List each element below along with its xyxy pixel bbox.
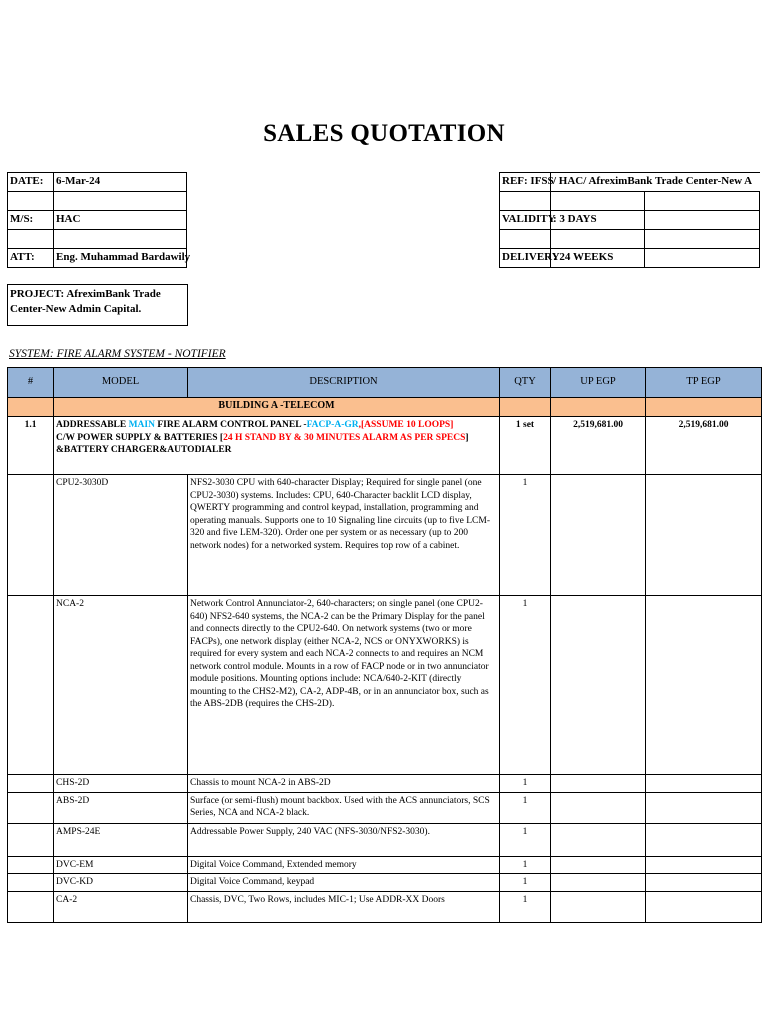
col-header-num: # bbox=[8, 368, 54, 398]
item-up: 2,519,681.00 bbox=[551, 417, 646, 475]
blank-cell bbox=[499, 191, 551, 211]
desc-part: 24 H STAND BY & 30 MINUTES ALARM AS PER SPECS bbox=[223, 432, 466, 443]
blank-cell bbox=[646, 792, 762, 823]
item-qty: 1 bbox=[500, 475, 551, 596]
col-header-model: MODEL bbox=[54, 368, 188, 398]
item-description: Network Control Annunciator-2, 640-characters; on single panel (one CPU2-640) NFS2-640 systems, the NCA-2 can be the Primary Display for the panel and connects directly to the CPU2-640. On network systems (two or more FACPs), one network display (either NCA-2, NCS or ONYXWORKS) is required for every system and each NCA-2 connects to and requires an NCM network control module. Mounts in a row of FACP node or in two annunciator module positions. Mounting options include: NCA/640-2-KIT (directly mounting to the CHS2-M2), CA-2, ADP-4B, or in an annunciator box, such as the ABS-2DB (requires the CHS-2D). bbox=[188, 596, 500, 775]
blank-cell bbox=[551, 475, 646, 596]
project-line-2: Center-New Admin Capital. bbox=[10, 303, 142, 315]
page-title: SALES QUOTATION bbox=[263, 120, 505, 147]
ms-value: HAC bbox=[53, 210, 187, 230]
item-qty: 1 bbox=[500, 775, 551, 793]
item-description: Digital Voice Command, keypad bbox=[188, 874, 500, 892]
desc-part: MAIN bbox=[128, 420, 155, 430]
col-header-qty: QTY bbox=[500, 368, 551, 398]
blank-cell bbox=[646, 823, 762, 856]
col-header-up: UP EGP bbox=[551, 368, 646, 398]
blank-cell bbox=[8, 596, 54, 775]
blank-cell bbox=[646, 475, 762, 596]
blank-cell bbox=[551, 792, 646, 823]
validity-value: : 3 DAYS bbox=[550, 210, 645, 230]
blank-cell bbox=[646, 856, 762, 874]
item-description: NFS2-3030 CPU with 640-character Display; Required for single panel (one CPU2-3030) systems. Includes: CPU, 640-Character backlit LCD display, QWERTY programming and control keypad, installation, programming and operating manuals. Supports one to 10 Signaling line circuits (up to five LCM- 320 and five LEM-320). Order one per system or as necessary (up to 200 network nodes) for a networked system. Requires top row of a cabinet. bbox=[188, 475, 500, 596]
item-model: CPU2-3030D bbox=[54, 475, 188, 596]
system-label: SYSTEM: FIRE ALARM SYSTEM - NOTIFIER bbox=[9, 348, 226, 360]
item-description: Surface (or semi-flush) mount backbox. Used with the ACS annunciators, SCS Series, NCA and NCA-2 black. bbox=[188, 792, 500, 823]
blank-cell bbox=[8, 792, 54, 823]
blank-cell bbox=[551, 856, 646, 874]
blank-cell bbox=[646, 874, 762, 892]
att-value: Eng. Muhammad Bardawily bbox=[53, 248, 187, 268]
building-blank bbox=[646, 398, 762, 417]
ms-label: M/S: bbox=[7, 210, 54, 230]
main-item-description bbox=[54, 417, 500, 475]
blank-cell bbox=[8, 874, 54, 892]
blank-cell bbox=[53, 191, 187, 211]
table-row bbox=[8, 775, 762, 793]
blank-cell bbox=[551, 775, 646, 793]
col-header-tp: TP EGP bbox=[646, 368, 762, 398]
blank-cell bbox=[644, 248, 760, 268]
item-model: DVC-EM bbox=[54, 856, 188, 874]
blank-cell bbox=[551, 823, 646, 856]
blank-cell bbox=[646, 775, 762, 793]
desc-part: ] &BATTERY CHARGER&AUTODIALER bbox=[56, 432, 469, 455]
building-row bbox=[8, 398, 762, 417]
item-model: ABS-2D bbox=[54, 792, 188, 823]
item-qty: 1 bbox=[500, 891, 551, 922]
att-label: ATT: bbox=[7, 248, 54, 268]
blank-cell bbox=[551, 874, 646, 892]
item-description: Chassis to mount NCA-2 in ABS-2D bbox=[188, 775, 500, 793]
blank-cell bbox=[53, 229, 187, 249]
building-label: BUILDING A -TELECOM bbox=[54, 398, 500, 417]
blank-cell bbox=[551, 891, 646, 922]
item-model: AMPS-24E bbox=[54, 823, 188, 856]
item-number: 1.1 bbox=[8, 417, 54, 475]
item-model: CHS-2D bbox=[54, 775, 188, 793]
building-blank bbox=[500, 398, 551, 417]
item-model: NCA-2 bbox=[54, 596, 188, 775]
desc-part: ,[ASSUME 10 LOOPS] bbox=[358, 420, 454, 430]
date-label: DATE: bbox=[7, 172, 54, 192]
col-header-description: DESCRIPTION bbox=[188, 368, 500, 398]
header-left bbox=[8, 173, 191, 268]
ref-value: / HAC/ AfreximBank Trade Center-New A bbox=[550, 172, 760, 192]
blank-cell bbox=[8, 891, 54, 922]
item-qty: 1 set bbox=[500, 417, 551, 475]
date-value: 6-Mar-24 bbox=[53, 172, 187, 192]
item-description: Chassis, DVC, Two Rows, includes MIC-1; Use ADDR-XX Doors bbox=[188, 891, 500, 922]
item-qty: 1 bbox=[500, 874, 551, 892]
project-line-1: PROJECT: AfreximBank Trade bbox=[10, 288, 161, 300]
item-description: Digital Voice Command, Extended memory bbox=[188, 856, 500, 874]
item-qty: 1 bbox=[500, 856, 551, 874]
table-row bbox=[8, 891, 762, 922]
blank-cell bbox=[644, 191, 760, 211]
desc-part: FACP-A-GR bbox=[306, 420, 359, 430]
table-row bbox=[8, 792, 762, 823]
item-description: Addressable Power Supply, 240 VAC (NFS-3030/NFS2-3030). bbox=[188, 823, 500, 856]
project-cell bbox=[7, 284, 188, 326]
table-header-row bbox=[8, 368, 762, 398]
table-row bbox=[8, 874, 762, 892]
desc-part: ADDRESSABLE bbox=[56, 420, 129, 430]
item-model: CA-2 bbox=[54, 891, 188, 922]
table-row bbox=[8, 475, 762, 596]
item-qty: 1 bbox=[500, 596, 551, 775]
blank-cell bbox=[8, 475, 54, 596]
blank-cell bbox=[7, 229, 54, 249]
table-row bbox=[8, 596, 762, 775]
blank-cell bbox=[646, 891, 762, 922]
blank-cell bbox=[644, 210, 760, 230]
item-qty: 1 bbox=[500, 792, 551, 823]
desc-part: FIRE ALARM CONTROL PANEL - bbox=[154, 420, 307, 430]
delivery-label: DELIVERY bbox=[499, 248, 551, 268]
table-row bbox=[8, 823, 762, 856]
validity-label: VALIDITY bbox=[499, 210, 551, 230]
blank-cell bbox=[7, 191, 54, 211]
blank-cell bbox=[551, 596, 646, 775]
header-right bbox=[500, 173, 760, 268]
blank-cell bbox=[646, 596, 762, 775]
building-blank bbox=[551, 398, 646, 417]
table-row-main bbox=[8, 417, 762, 475]
desc-part: C/W POWER SUPPLY & BATTERIES [ bbox=[56, 432, 224, 443]
item-model: DVC-KD bbox=[54, 874, 188, 892]
blank-cell bbox=[499, 229, 551, 249]
table-row bbox=[8, 856, 762, 874]
item-tp: 2,519,681.00 bbox=[646, 417, 762, 475]
delivery-value: : 24 WEEKS bbox=[550, 248, 645, 268]
blank-cell bbox=[550, 229, 645, 249]
building-blank bbox=[8, 398, 54, 417]
blank-cell bbox=[8, 775, 54, 793]
blank-cell bbox=[8, 856, 54, 874]
ref-label: REF: IFSS bbox=[499, 172, 551, 192]
blank-cell bbox=[550, 191, 645, 211]
item-qty: 1 bbox=[500, 823, 551, 856]
quotation-table bbox=[7, 367, 762, 923]
blank-cell bbox=[8, 823, 54, 856]
blank-cell bbox=[644, 229, 760, 249]
